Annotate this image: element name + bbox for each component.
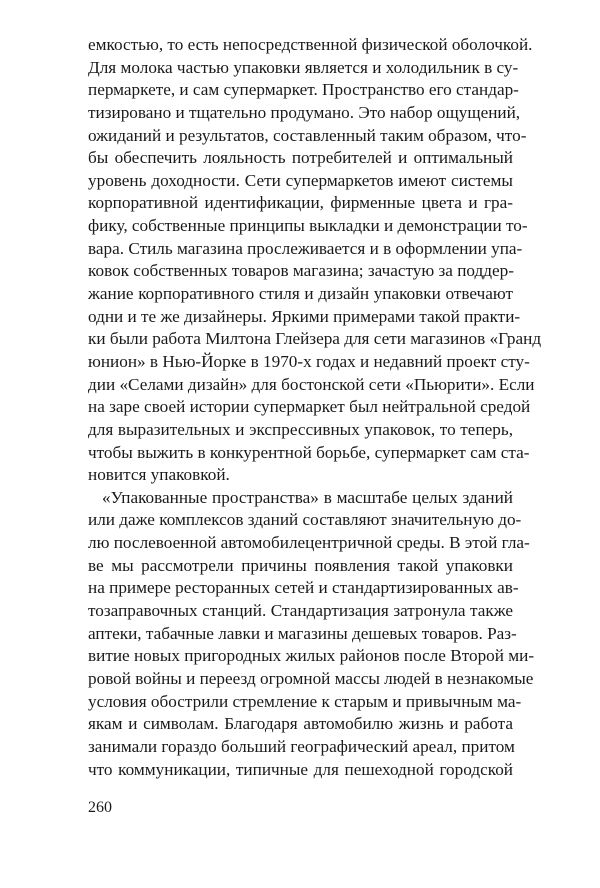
text-line: ожиданий и результатов, составленный таким образом, что-	[88, 125, 527, 145]
page-body	[88, 34, 542, 781]
text-line: уровень доходности. Сети супермаркетов имеют системы	[88, 170, 513, 190]
text-line: фику, собственные принципы выкладки и демонстрации то-	[88, 216, 528, 236]
page-number: 260	[88, 799, 112, 816]
text-line: ве мы рассмотрели причины появления такой упаковки	[88, 555, 513, 575]
text-line: условия обострили стремление к старым и привычным ма-	[88, 691, 522, 711]
text-line: бы обеспечить лояльность потребителей и оптимальный	[88, 148, 513, 168]
text-line: на заре своей истории супермаркет был нейтральной средой	[88, 397, 531, 417]
text-line: или даже комплексов зданий составляют значительную до-	[88, 510, 522, 530]
text-line: емкостью, то есть непосредственной физической оболочкой.	[88, 35, 533, 54]
text-line: одни и те же дизайнеры. Яркими примерами такой практи-	[88, 306, 521, 326]
text-line: занимали гораздо больший географический ареал, притом	[88, 736, 515, 756]
paragraph	[88, 487, 535, 781]
text-line: якам и символам. Благодаря автомобилю жизнь и работа	[88, 714, 513, 734]
text-line: жание корпоративного стиля и дизайн упаковки отвечают	[88, 284, 513, 304]
paragraph	[88, 34, 542, 487]
text-line: тизировано и тщательно продумано. Это набор ощущений,	[88, 102, 521, 122]
text-line: юнион» в Нью-Йорке в 1970-х годах и недавний проект сту-	[88, 351, 530, 371]
text-line: дии «Селами дизайн» для бостонской сети «Пьюрити». Если	[88, 374, 535, 394]
text-line: на примере ресторанных сетей и стандартизированных ав-	[88, 578, 519, 598]
text-line: Для молока частью упаковки является и холодильник в су-	[88, 57, 519, 77]
text-line: лю послевоенной автомобилецентричной среды. В этой гла-	[88, 533, 530, 553]
text-line: ки были работа Милтона Глейзера для сети магазинов «Гранд	[88, 329, 542, 349]
text-line: ровой войны и переезд огромной массы людей в незнакомые	[88, 668, 534, 688]
text-line: чтобы выжить в конкурентной борьбе, супермаркет сам ста-	[88, 442, 530, 462]
text-line: витие новых пригородных жилых районов после Второй ми-	[88, 646, 535, 666]
text-line: ковок собственных товаров магазина; зачастую за поддер-	[88, 261, 514, 281]
text-line: вара. Стиль магазина прослеживается и в оформлении упа-	[88, 238, 523, 258]
text-line: пермаркете, и сам супермаркет. Пространство его стандар-	[88, 80, 519, 100]
text-line: корпоративной идентификации, фирменные цвета и гра-	[88, 193, 513, 213]
text-line: аптеки, табачные лавки и магазины дешевых товаров. Раз-	[88, 623, 517, 643]
text-line: новится упаковкой.	[88, 465, 230, 485]
text-line: для выразительных и экспрессивных упаковок, то теперь,	[88, 419, 513, 439]
text-line: «Упакованные пространства» в масштабе целых зданий	[102, 487, 513, 507]
text-line: тозаправочных станций. Стандартизация затронула также	[88, 601, 513, 621]
text-line: что коммуникации, типичные для пешеходной городской	[88, 759, 513, 779]
